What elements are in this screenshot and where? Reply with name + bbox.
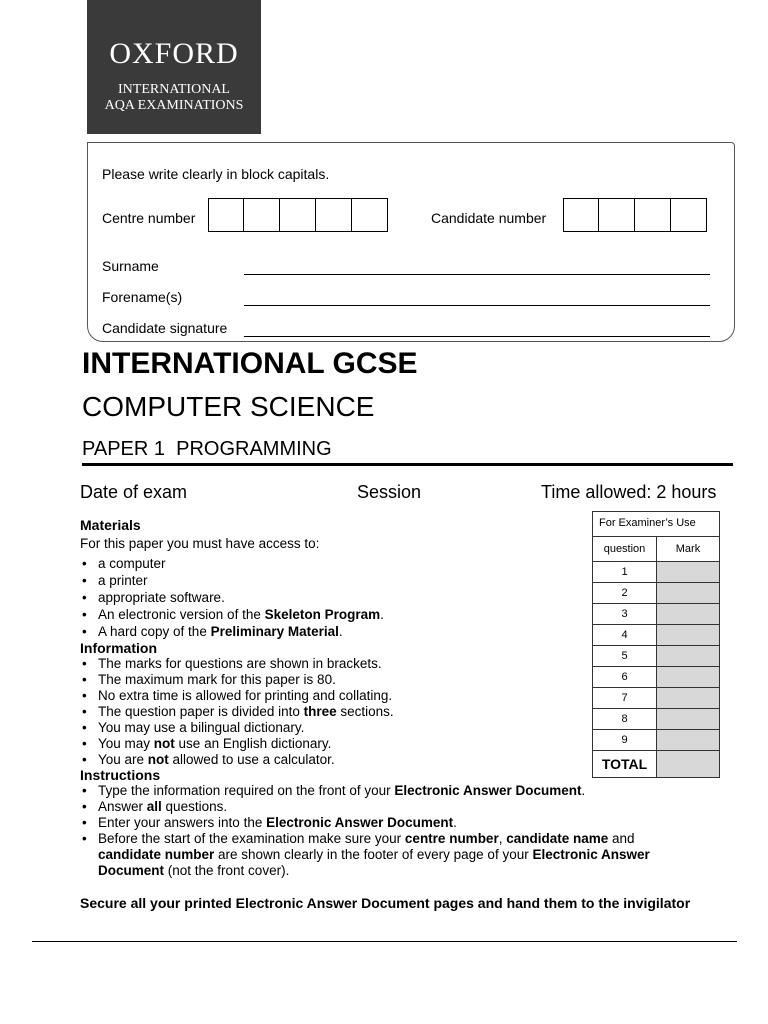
- examiner-table-heading: For Examiner’s Use: [593, 512, 719, 537]
- table-row: [593, 604, 719, 625]
- list-item: • The question paper is divided into three sections.: [80, 704, 580, 720]
- table-row: [593, 583, 719, 604]
- digit-box[interactable]: [316, 198, 352, 232]
- question-column-header: question: [593, 537, 657, 561]
- oxford-aqa-logo: [87, 0, 261, 134]
- logo-line-3: AQA EXAMINATIONS: [104, 98, 244, 113]
- question-number: 5: [593, 646, 657, 666]
- mark-column-header: Mark: [657, 537, 719, 561]
- list-item: • appropriate software.: [80, 589, 580, 606]
- digit-box[interactable]: [208, 198, 244, 232]
- forenames-line[interactable]: [244, 305, 710, 306]
- list-item: • Answer all questions.: [80, 799, 690, 815]
- list-item: • You are not allowed to use a calculator.: [80, 752, 580, 768]
- list-item: • The maximum mark for this paper is 80.: [80, 672, 580, 688]
- question-number: 3: [593, 604, 657, 624]
- question-number: 2: [593, 583, 657, 603]
- information-section: [80, 640, 580, 768]
- question-number: 8: [593, 709, 657, 729]
- qualification-title: INTERNATIONAL GCSE: [82, 347, 418, 380]
- list-item: • Before the start of the examination make sure your centre number, candidate name and candidate number are shown clearly in the footer of every page of your Electronic Answer Document (not the front cover).: [80, 831, 690, 879]
- centre-number-boxes[interactable]: [208, 198, 388, 232]
- list-item: • A hard copy of the Preliminary Material.: [80, 623, 580, 640]
- list-item: • Type the information required on the front of your Electronic Answer Document.: [80, 783, 690, 799]
- instructions-section: [80, 767, 690, 879]
- information-heading: Information: [80, 640, 157, 656]
- total-mark-cell[interactable]: [657, 751, 719, 777]
- examiner-use-table: [592, 511, 720, 778]
- date-of-exam-label: Date of exam: [80, 482, 188, 502]
- mark-cell[interactable]: [657, 667, 719, 687]
- list-item: • a printer: [80, 572, 580, 589]
- list-item: • You may use a bilingual dictionary.: [80, 720, 580, 736]
- question-number: 7: [593, 688, 657, 708]
- question-number: 9: [593, 730, 657, 750]
- digit-box[interactable]: [280, 198, 316, 232]
- digit-box[interactable]: [671, 198, 707, 232]
- mark-cell[interactable]: [657, 625, 719, 645]
- mark-cell[interactable]: [657, 730, 719, 750]
- list-item: • Enter your answers into the Electronic Answer Document.: [80, 815, 690, 831]
- table-row: [593, 625, 719, 646]
- total-label: TOTAL: [593, 751, 657, 777]
- list-item: • No extra time is allowed for printing and collating.: [80, 688, 580, 704]
- signature-label: Candidate signature: [102, 320, 228, 336]
- mark-cell[interactable]: [657, 583, 719, 603]
- table-header-row: [593, 537, 719, 562]
- table-row: [593, 709, 719, 730]
- mark-cell[interactable]: [657, 709, 719, 729]
- materials-intro: For this paper you must have access to:: [80, 536, 320, 551]
- forenames-label: Forename(s): [102, 289, 183, 305]
- list-item: • An electronic version of the Skeleton Program.: [80, 606, 580, 623]
- digit-box[interactable]: [244, 198, 280, 232]
- total-row: [593, 751, 719, 777]
- centre-number-label: Centre number: [102, 210, 196, 226]
- footer-rule: [32, 941, 737, 942]
- time-allowed: Time allowed: 2 hours: [541, 482, 717, 502]
- digit-box[interactable]: [635, 198, 671, 232]
- mark-cell[interactable]: [657, 646, 719, 666]
- list-item: • You may not use an English dictionary.: [80, 736, 580, 752]
- instructions-list: [80, 783, 690, 879]
- materials-section: [80, 517, 580, 640]
- question-number: 4: [593, 625, 657, 645]
- mark-cell[interactable]: [657, 562, 719, 582]
- subject-title: COMPUTER SCIENCE: [82, 391, 375, 422]
- candidate-number-label: Candidate number: [431, 210, 547, 226]
- candidate-number-boxes[interactable]: [563, 198, 707, 232]
- table-row: [593, 646, 719, 667]
- list-item: • a computer: [80, 555, 580, 572]
- logo-line-1: OXFORD: [109, 37, 239, 70]
- information-list: [80, 656, 580, 768]
- surname-label: Surname: [102, 258, 159, 274]
- instructions-heading: Instructions: [80, 767, 161, 783]
- table-row: [593, 562, 719, 583]
- table-row: [593, 667, 719, 688]
- surname-line[interactable]: [244, 274, 710, 275]
- title-rule: [82, 463, 733, 466]
- session-label: Session: [357, 482, 422, 502]
- secure-note: Secure all your printed Electronic Answer Document pages and hand them to the invigilator: [80, 895, 691, 911]
- digit-box[interactable]: [599, 198, 635, 232]
- materials-list: [80, 555, 580, 640]
- digit-box[interactable]: [352, 198, 388, 232]
- digit-box[interactable]: [563, 198, 599, 232]
- materials-heading: Materials: [80, 517, 141, 533]
- question-number: 1: [593, 562, 657, 582]
- mark-cell[interactable]: [657, 604, 719, 624]
- block-capitals-instruction: Please write clearly in block capitals.: [102, 166, 330, 182]
- table-row: [593, 730, 719, 751]
- signature-line[interactable]: [244, 336, 710, 337]
- logo-line-2: INTERNATIONAL: [118, 82, 230, 97]
- paper-title: PAPER 1 PROGRAMMING: [82, 438, 332, 460]
- table-row: [593, 688, 719, 709]
- list-item: • The marks for questions are shown in brackets.: [80, 656, 580, 672]
- question-number: 6: [593, 667, 657, 687]
- mark-cell[interactable]: [657, 688, 719, 708]
